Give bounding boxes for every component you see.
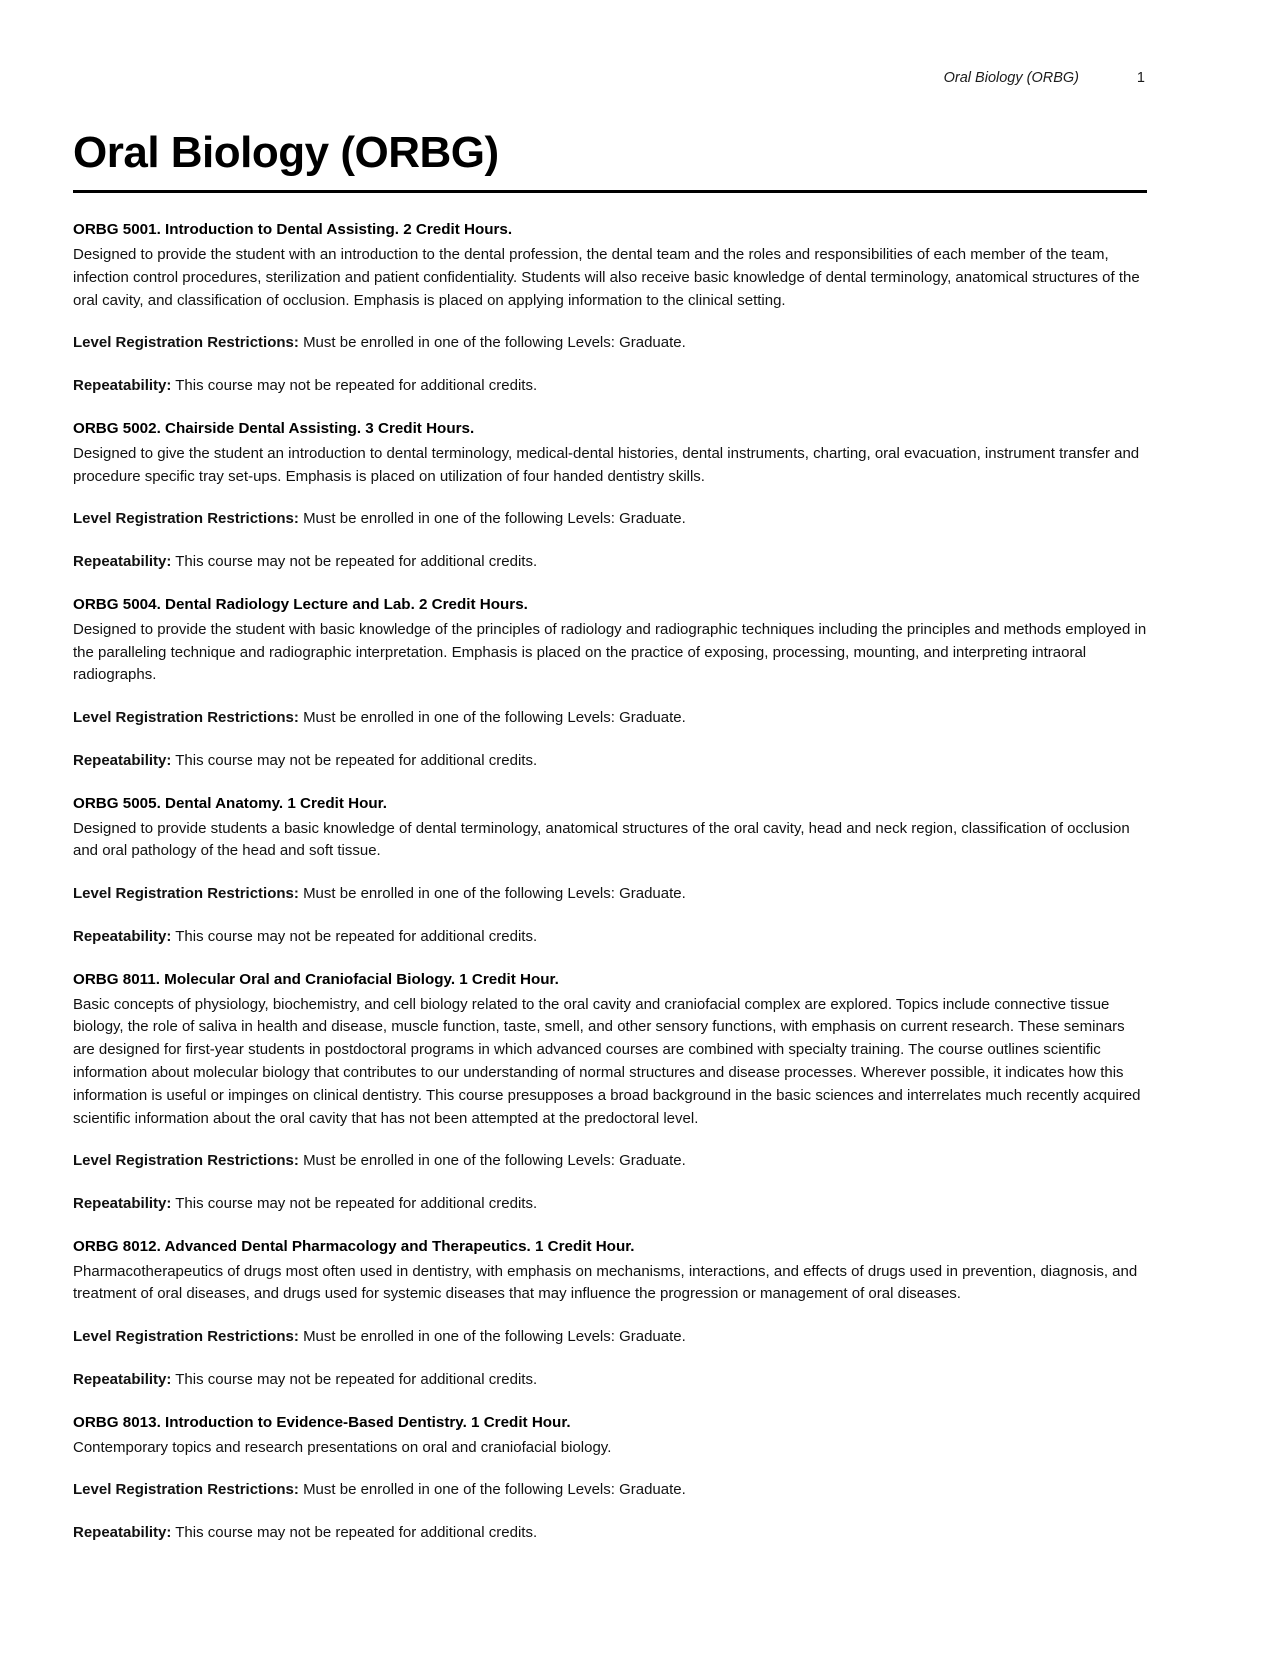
course-title: ORBG 8012. Advanced Dental Pharmacology and Therapeutics. 1 Credit Hour.	[73, 1237, 635, 1255]
course-title: ORBG 8011. Molecular Oral and Craniofacial Biology. 1 Credit Hour.	[73, 970, 559, 988]
repeatability-label: Repeatability:	[73, 553, 172, 571]
course-entry	[73, 219, 1147, 398]
course-entry	[73, 969, 1147, 1216]
repeatability-value: This course may not be repeated for additional credits.	[175, 377, 538, 395]
repeatability-value: This course may not be repeated for additional credits.	[175, 927, 538, 945]
repeatability	[73, 1369, 1147, 1392]
level-restrictions-value: Must be enrolled in one of the following Levels: Graduate.	[303, 1481, 686, 1499]
level-registration-restrictions	[73, 1326, 1147, 1349]
course-description: Designed to provide the student with basic knowledge of the principles of radiology and radiographic techniques including the principles and methods employed in the paralleling technique and radiographic interpretation. Emphasis is placed on the practice of exposing, processing, mounting, and interpreting intraoral radiographs.	[73, 620, 1147, 684]
repeatability-value: This course may not be repeated for additional credits.	[175, 751, 538, 769]
title-divider	[73, 190, 1147, 193]
level-registration-restrictions	[73, 508, 1147, 531]
course-title: ORBG 8013. Introduction to Evidence-Based Dentistry. 1 Credit Hour.	[73, 1413, 571, 1431]
running-header	[73, 70, 1147, 86]
course-description: Basic concepts of physiology, biochemistry, and cell biology related to the oral cavity and craniofacial complex are explored. Topics include connective tissue biology, the role of saliva in health and disease, muscle function, taste, smell, and other sensory functions, with emphasis on current research. These seminars are designed for first-year students in postdoctoral programs in which advanced courses are combined with specialty training. The course outlines scientific information about molecular biology that contributes to our understanding of normal structures and disease processes. Wherever possible, it indicates how this information is useful or impinges on clinical dentistry. This course presupposes a broad background in the basic sciences and interrelates much recently acquired scientific information about the oral cavity that has not been attempted at the predoctoral level.	[73, 995, 1141, 1127]
repeatability	[73, 750, 1147, 773]
repeatability	[73, 1193, 1147, 1216]
level-restrictions-label: Level Registration Restrictions:	[73, 709, 299, 727]
level-registration-restrictions	[73, 883, 1147, 906]
course-entry	[73, 793, 1147, 949]
course-description: Designed to give the student an introduction to dental terminology, medical-dental histories, dental instruments, charting, oral evacuation, instrument transfer and procedure specific tray set-ups. Emphasis is placed on utilization of four handed dentistry skills.	[73, 444, 1140, 485]
course-title: ORBG 5005. Dental Anatomy. 1 Credit Hour.	[73, 794, 387, 812]
course-title: ORBG 5002. Chairside Dental Assisting. 3 Credit Hours.	[73, 419, 475, 437]
course-entry	[73, 418, 1147, 574]
level-registration-restrictions	[73, 332, 1147, 355]
level-registration-restrictions	[73, 707, 1147, 730]
page-title: Oral Biology (ORBG)	[73, 128, 499, 177]
level-restrictions-label: Level Registration Restrictions:	[73, 1152, 299, 1170]
level-restrictions-value: Must be enrolled in one of the following Levels: Graduate.	[303, 1152, 686, 1170]
level-restrictions-value: Must be enrolled in one of the following Levels: Graduate.	[303, 334, 686, 352]
course-entry	[73, 1236, 1147, 1392]
course-entry	[73, 594, 1147, 773]
repeatability-label: Repeatability:	[73, 751, 172, 769]
course-list	[73, 219, 1147, 1545]
course-description: Pharmacotherapeutics of drugs most often used in dentistry, with emphasis on mechanisms, interactions, and effects of drugs used in prevention, diagnosis, and treatment of oral diseases, and drugs used for systemic diseases that may influence the progression or management of oral diseases.	[73, 1262, 1138, 1303]
course-description: Designed to provide the student with an introduction to the dental profession, the dental team and the roles and responsibilities of each member of the team, infection control procedures, sterilization and patient confidentiality. Students will also receive basic knowledge of dental terminology, anatomical structures of the oral cavity, and classification of occlusion. Emphasis is placed on applying information to the clinical setting.	[73, 245, 1140, 309]
level-restrictions-label: Level Registration Restrictions:	[73, 885, 299, 903]
course-title: ORBG 5001. Introduction to Dental Assisting. 2 Credit Hours.	[73, 221, 513, 239]
course-description: Designed to provide students a basic knowledge of dental terminology, anatomical structures of the oral cavity, head and neck region, classification of occlusion and oral pathology of the head and soft tissue.	[73, 819, 1130, 860]
repeatability-label: Repeatability:	[73, 927, 172, 945]
level-registration-restrictions	[73, 1150, 1147, 1173]
level-restrictions-value: Must be enrolled in one of the following Levels: Graduate.	[303, 709, 686, 727]
level-restrictions-label: Level Registration Restrictions:	[73, 1481, 299, 1499]
repeatability-label: Repeatability:	[73, 1371, 172, 1389]
level-restrictions-label: Level Registration Restrictions:	[73, 510, 299, 528]
repeatability-label: Repeatability:	[73, 1524, 172, 1542]
level-restrictions-label: Level Registration Restrictions:	[73, 334, 299, 352]
course-title: ORBG 5004. Dental Radiology Lecture and Lab. 2 Credit Hours.	[73, 595, 528, 613]
repeatability	[73, 551, 1147, 574]
repeatability-label: Repeatability:	[73, 377, 172, 395]
repeatability-value: This course may not be repeated for additional credits.	[175, 553, 538, 571]
level-restrictions-value: Must be enrolled in one of the following Levels: Graduate.	[303, 510, 686, 528]
level-restrictions-value: Must be enrolled in one of the following Levels: Graduate.	[303, 1328, 686, 1346]
repeatability	[73, 375, 1147, 398]
repeatability	[73, 1522, 1147, 1545]
repeatability	[73, 926, 1147, 949]
repeatability-value: This course may not be repeated for additional credits.	[175, 1371, 538, 1389]
running-header-title: Oral Biology (ORBG)	[943, 70, 1079, 86]
level-restrictions-value: Must be enrolled in one of the following Levels: Graduate.	[303, 885, 686, 903]
course-entry	[73, 1412, 1147, 1545]
level-restrictions-label: Level Registration Restrictions:	[73, 1328, 299, 1346]
repeatability-value: This course may not be repeated for additional credits.	[175, 1195, 538, 1213]
page-number: 1	[1136, 70, 1145, 86]
repeatability-value: This course may not be repeated for additional credits.	[175, 1524, 538, 1542]
course-description: Contemporary topics and research presentations on oral and craniofacial biology.	[73, 1438, 612, 1456]
repeatability-label: Repeatability:	[73, 1195, 172, 1213]
level-registration-restrictions	[73, 1479, 1147, 1502]
